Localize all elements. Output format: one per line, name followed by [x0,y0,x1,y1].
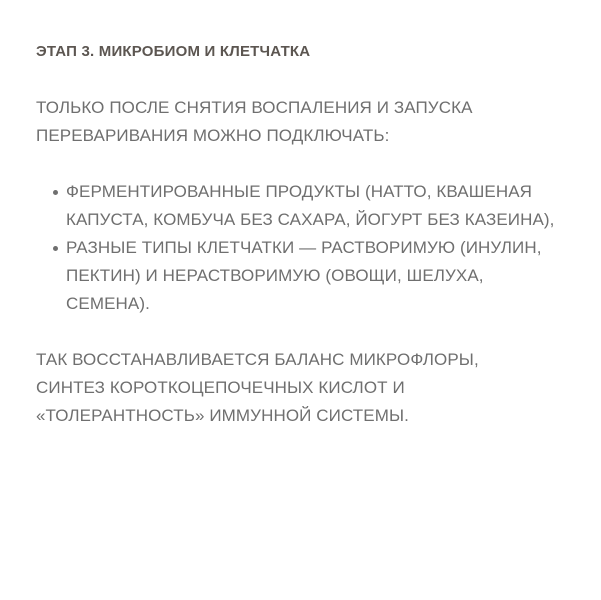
bullet-dot-icon [53,190,58,195]
list-item [36,234,567,318]
page-title: ЭТАП 3. МИКРОБИОМ И КЛЕТЧАТКА [36,43,311,60]
list-item [36,178,567,234]
intro-paragraph: ТОЛЬКО ПОСЛЕ СНЯТИЯ ВОСПАЛЕНИЯ И ЗАПУСКА ПЕРЕВАРИВАНИЯ МОЖНО ПОДКЛЮЧАТЬ: [36,98,473,145]
bullet-dot-icon [53,246,58,251]
list-item-label: ФЕРМЕНТИРОВАННЫЕ ПРОДУКТЫ (НАТТО, КВАШЕНАЯ КАПУСТА, КОМБУЧА БЕЗ САХАРА, ЙОГУРТ БЕЗ КАЗЕИНА), [66,182,555,229]
bullet-list [36,178,567,318]
outro-paragraph: ТАК ВОССТАНАВЛИВАЕТСЯ БАЛАНС МИКРОФЛОРЫ, СИНТЕЗ КОРОТКОЦЕПОЧЕЧНЫХ КИСЛОТ И «ТОЛЕРАНТНОСТЬ» ИММУННОЙ СИСТЕМЫ. [36,350,479,425]
list-item-label: РАЗНЫЕ ТИПЫ КЛЕТЧАТКИ — РАСТВОРИМУЮ (ИНУЛИН, ПЕКТИН) И НЕРАСТВОРИМУЮ (ОВОЩИ, ШЕЛУХА, СЕМЕНА). [66,238,542,313]
